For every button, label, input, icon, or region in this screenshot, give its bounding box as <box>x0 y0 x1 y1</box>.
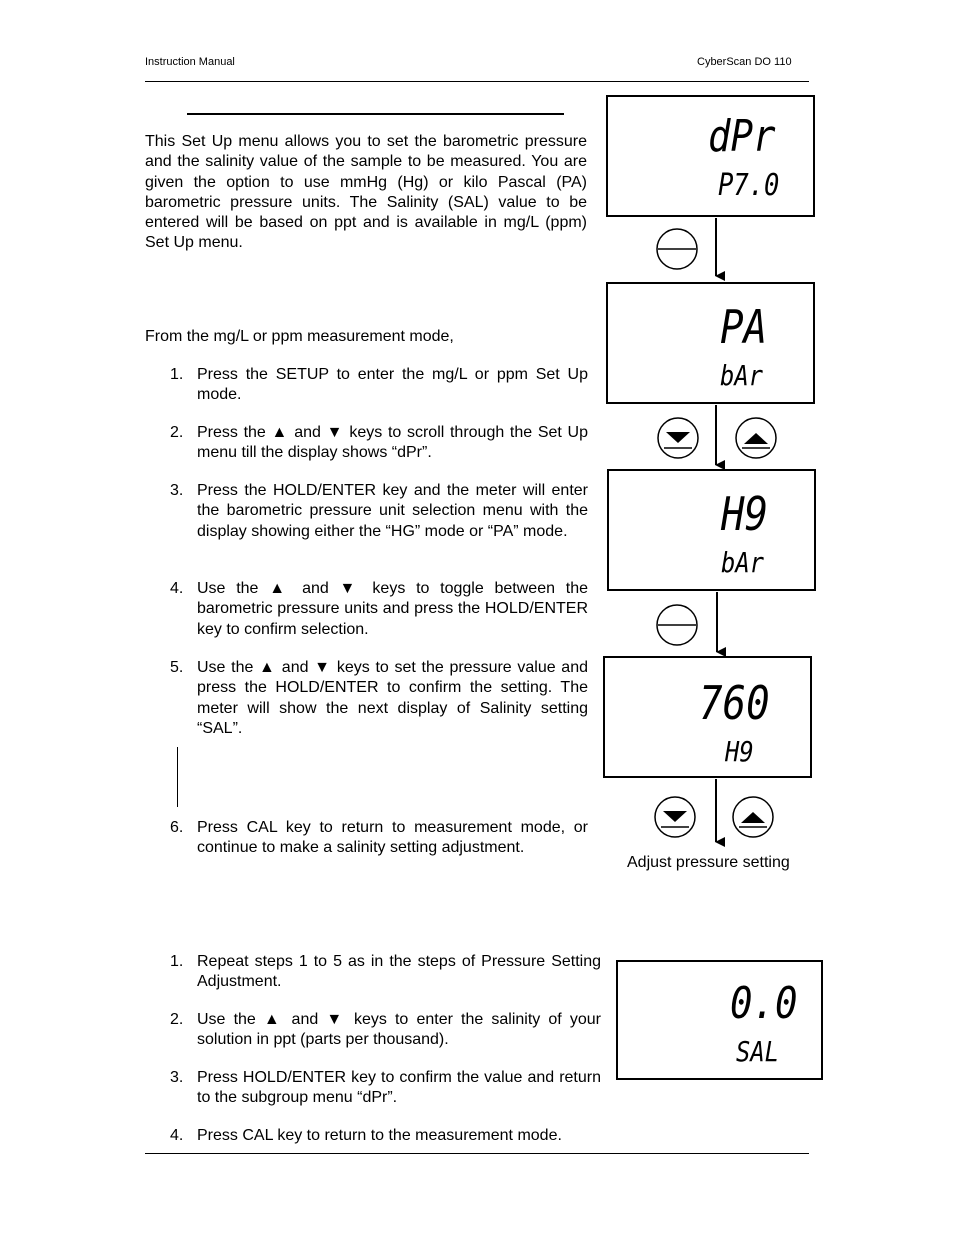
step-text: Press HOLD/ENTER key to confirm the value and return to the subgroup menu “dPr”. <box>197 1069 601 1107</box>
step-text: Use the ▲ and ▼ keys to toggle between the barometric pressure units and press the HOLD/ENTER key to confirm selection. <box>197 580 588 638</box>
lcd-sub-readout: bAr <box>721 546 764 579</box>
step-text: Press the HOLD/ENTER key and the meter will enter the barometric pressure unit selection menu with the display showing either the “HG” mode or “PA” mode. <box>197 482 588 540</box>
note-margin-bar <box>177 747 178 807</box>
step-number: 5. <box>170 659 184 676</box>
enter-key-icon <box>657 605 697 645</box>
step-text: Repeat steps 1 to 5 as in the steps of Pressure Setting Adjustment. <box>197 953 601 991</box>
up-key-icon <box>733 797 773 837</box>
lcd-main-readout: 760 <box>699 676 770 730</box>
lcd-main-readout: H9 <box>721 487 769 541</box>
step-text: Press CAL key to return to measurement mode, or continue to make a salinity setting adjustment. <box>197 819 588 857</box>
pressure-lead: From the mg/L or ppm measurement mode, <box>145 328 454 345</box>
down-key-icon <box>655 797 695 837</box>
step-number: 6. <box>170 819 184 836</box>
section-heading-underline <box>187 113 564 115</box>
step-number: 4. <box>170 1127 184 1144</box>
lcd-main-readout: PA <box>720 300 768 354</box>
step-number: 3. <box>170 1069 184 1086</box>
lcd-main-readout: 0.0 <box>730 978 798 1029</box>
down-key-icon <box>658 418 698 458</box>
lcd-display-dpr <box>606 95 815 217</box>
step-number: 1. <box>170 953 184 970</box>
step-text: Press the ▲ and ▼ keys to scroll through the Set Up menu till the display shows “dPr”. <box>197 424 588 462</box>
step-number: 3. <box>170 482 184 499</box>
diagram-caption: Adjust pressure setting <box>627 854 790 871</box>
step-number: 2. <box>170 1011 184 1028</box>
lcd-sub-readout: P7.0 <box>718 168 780 203</box>
lcd-sub-readout: H9 <box>725 735 754 768</box>
footer-rule <box>145 1153 809 1154</box>
intro-paragraph: This Set Up menu allows you to set the barometric pressure and the salinity value of the sample to be measured. You are given the option to use mmHg (Hg) or kilo Pascal (PA) barometric pressure units. The Salinity (SAL) value to be entered will be based on ppt and is available in mg/L (ppm) Set Up menu. <box>145 133 587 252</box>
step-number: 1. <box>170 366 184 383</box>
step-number: 4. <box>170 580 184 597</box>
header-left: Instruction Manual <box>145 56 235 68</box>
step-text: Press CAL key to return to the measurement mode. <box>197 1127 562 1144</box>
step-text: Use the ▲ and ▼ keys to set the pressure value and press the HOLD/ENTER to confirm the setting. The meter will show the next display of Salinity setting “SAL”. <box>197 659 588 737</box>
step-text: Press the SETUP to enter the mg/L or ppm Set Up mode. <box>197 366 588 404</box>
header-rule <box>145 81 809 82</box>
enter-key-icon <box>657 229 697 269</box>
step-text: Use the ▲ and ▼ keys to enter the salinity of your solution in ppt (parts per thousand). <box>197 1011 601 1049</box>
lcd-main-readout: dPr <box>708 111 776 162</box>
lcd-sub-readout: bAr <box>720 359 763 392</box>
lcd-sub-readout: SAL <box>736 1035 779 1068</box>
step-number: 2. <box>170 424 184 441</box>
lcd-display-sal <box>616 960 823 1080</box>
up-key-icon <box>736 418 776 458</box>
header-right: CyberScan DO 110 <box>697 56 792 68</box>
setup-flow-diagram <box>600 210 840 850</box>
